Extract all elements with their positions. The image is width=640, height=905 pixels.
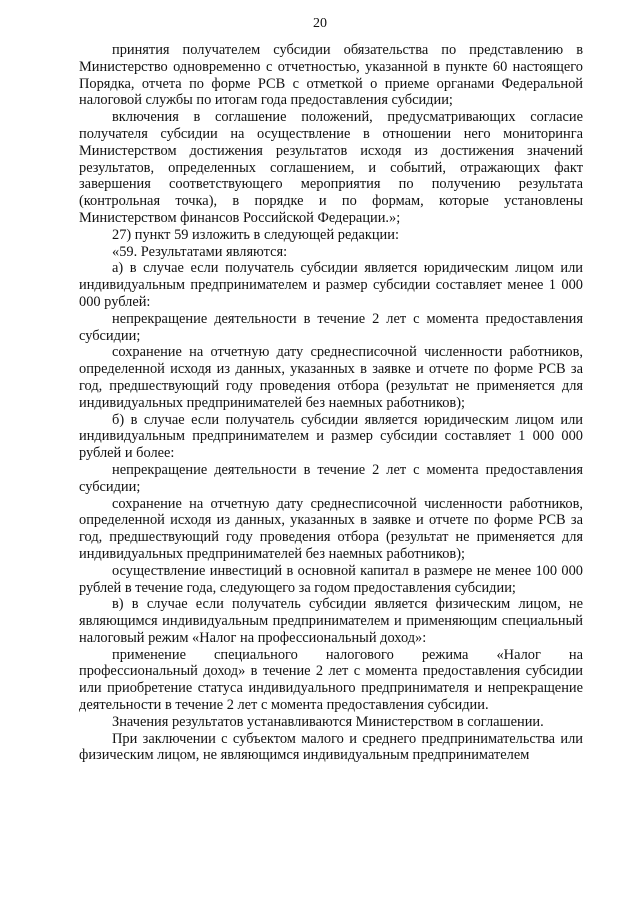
- paragraph: «59. Результатами являются:: [112, 243, 288, 260]
- paragraph: непрекращение деятельности в течение 2 лет с момента предоставления субсидии;: [79, 310, 583, 344]
- paragraph: в) в случае если получатель субсидии является физическим лицом, не являющимся индивидуальным предпринимателем и применяющим специальный налоговый режим «Налог на профессиональный доход»:: [79, 596, 583, 646]
- paragraph: Значения результатов устанавливаются Министерством в соглашении.: [112, 713, 544, 730]
- paragraph: сохранение на отчетную дату среднесписочной численности работников, определенной исходя из данных, указанных в заявке и отчете по форме РСВ за год, предшествующий году проведения отбора (результат не применяется для индивидуальных предпринимателей без наемных работников);: [79, 495, 583, 562]
- paragraph: При заключении с субъектом малого и среднего предпринимательства или физическим лицом, не являющимся индивидуальным предпринимателем: [79, 730, 583, 764]
- paragraph: принятия получателем субсидии обязательства по представлению в Министерство одновременно с отчетностью, указанной в пункте 60 настоящего Порядка, отчета по форме РСВ с отметкой о приеме органами Федеральной налоговой службы по итогам года предоставления субсидии;: [79, 42, 583, 109]
- paragraph: включения в соглашение положений, предусматривающих согласие получателя субсидии на осуществление в отношении него мониторинга Министерством достижения результатов исходя из достижения значений результатов, определенных соглашением, и событий, отражающих факт завершения соответствующего мероприятия по получению результата (контрольная точка), в порядке и по формам, которые установлены Министерством финансов Российской Федерации.»;: [79, 109, 583, 226]
- paragraph: 27) пункт 59 изложить в следующей редакции:: [112, 226, 399, 243]
- paragraph: осуществление инвестиций в основной капитал в размере не менее 100 000 рублей в течение года, следующего за годом предоставления субсидии;: [79, 562, 583, 596]
- paragraph: применение специального налогового режима «Налог на профессиональный доход» в течение 2 лет с момента предоставления субсидии или приобретение статуса индивидуального предпринимателя и непрекращение деятельности в течение 2 лет с момента предоставления субсидии.: [79, 646, 583, 714]
- page-number: 20: [313, 16, 327, 31]
- paragraph: б) в случае если получатель субсидии является юридическим лицом или индивидуальным предпринимателем и размер субсидии составляет 1 000 000 рублей и более:: [79, 411, 583, 462]
- document-body: [79, 42, 583, 764]
- paragraph: сохранение на отчетную дату среднесписочной численности работников, определенной исходя из данных, указанных в заявке и отчете по форме РСВ за год, предшествующий году проведения отбора (результат не применяется для индивидуальных предпринимателей без наемных работников);: [79, 344, 583, 411]
- paragraph: а) в случае если получатель субсидии является юридическим лицом или индивидуальным предпринимателем и размер субсидии составляет менее 1 000 000 рублей:: [79, 260, 583, 310]
- paragraph: непрекращение деятельности в течение 2 лет с момента предоставления субсидии;: [79, 461, 583, 495]
